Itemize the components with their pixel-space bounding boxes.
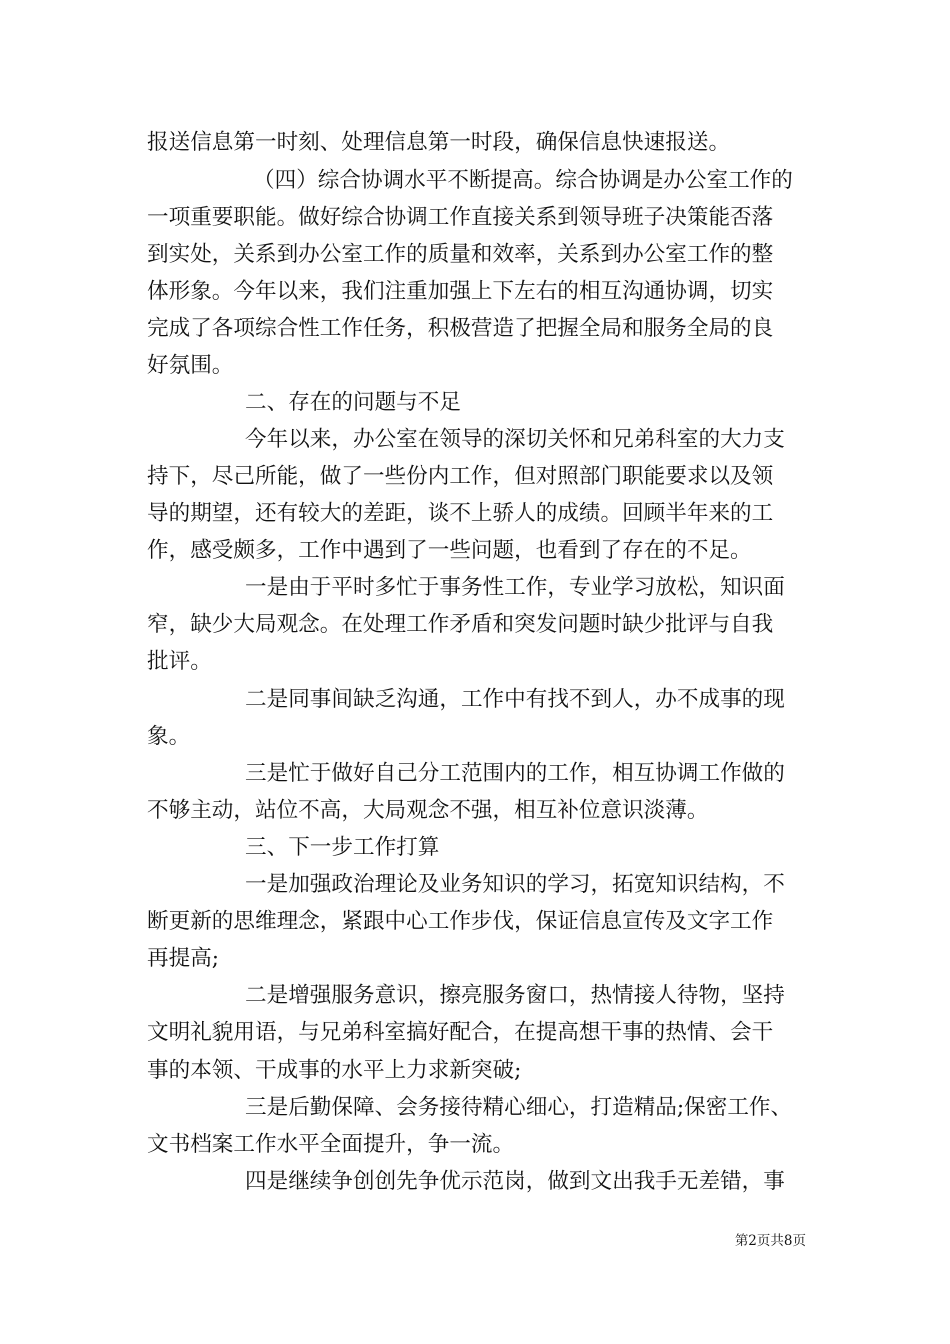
text-line-13: 一是由于平时多忙于事务性工作，专业学习放松，知识面	[245, 575, 785, 600]
text-line-12: 作，感受颇多，工作中遇到了一些问题，也看到了存在的不足。	[147, 538, 752, 563]
text-line-18: 三是忙于做好自己分工范围内的工作，相互协调工作做的	[245, 761, 785, 786]
text-line-2: （四）综合协调水平不断提高。综合协调是办公室工作的	[253, 168, 793, 193]
text-line-16: 二是同事间缺乏沟通，工作中有找不到人，办不成事的现	[245, 687, 785, 712]
text-line-22: 断更新的思维理念，紧跟中心工作步伐，保证信息宣传及文字工作	[147, 909, 774, 934]
text-line-29: 四是继续争创创先争优示范岗，做到文出我手无差错，事	[245, 1169, 785, 1194]
text-line-21: 一是加强政治理论及业务知识的学习，拓宽知识结构，不	[245, 872, 785, 897]
text-line-5: 体形象。今年以来，我们注重加强上下左右的相互沟通协调，切实	[147, 279, 774, 304]
text-line-1: 报送信息第一时刻、处理信息第一时段，确保信息快速报送。	[147, 130, 731, 155]
text-line-25: 文明礼貌用语，与兄弟科室搞好配合，在提高想干事的热情、会干	[147, 1020, 774, 1045]
text-line-24: 二是增强服务意识，擦亮服务窗口，热情接人待物，坚持	[245, 983, 785, 1008]
text-line-14: 窄，缺少大局观念。在处理工作矛盾和突发问题时缺少批评与自我	[147, 612, 774, 637]
text-line-7: 好氛围。	[147, 353, 234, 378]
section-heading-problems: 二、存在的问题与不足	[245, 390, 461, 415]
text-line-9: 今年以来，办公室在领导的深切关怀和兄弟科室的大力支	[245, 427, 785, 452]
page-number-footer: 第2页共8页	[734, 1233, 806, 1249]
text-line-15: 批评。	[147, 649, 212, 674]
text-line-27: 三是后勤保障、会务接待精心细心，打造精品;保密工作、	[245, 1095, 793, 1120]
text-line-6: 完成了各项综合性工作任务，积极营造了把握全局和服务全局的良	[147, 316, 774, 341]
text-line-26: 事的本领、干成事的水平上力求新突破;	[147, 1058, 522, 1083]
section-heading-next-steps: 三、下一步工作打算	[245, 835, 440, 860]
text-line-3: 一项重要职能。做好综合协调工作直接关系到领导班子决策能否落	[147, 205, 774, 230]
text-line-23: 再提高;	[147, 946, 220, 971]
text-line-4: 到实处，关系到办公室工作的质量和效率，关系到办公室工作的整	[147, 242, 774, 267]
text-line-19: 不够主动，站位不高，大局观念不强，相互补位意识淡薄。	[147, 798, 709, 823]
text-line-10: 持下，尽己所能，做了一些份内工作，但对照部门职能要求以及领	[147, 464, 774, 489]
text-line-17: 象。	[147, 724, 191, 749]
text-line-11: 导的期望，还有较大的差距，谈不上骄人的成绩。回顾半年来的工	[147, 501, 774, 526]
text-line-28: 文书档案工作水平全面提升，争一流。	[147, 1132, 515, 1157]
